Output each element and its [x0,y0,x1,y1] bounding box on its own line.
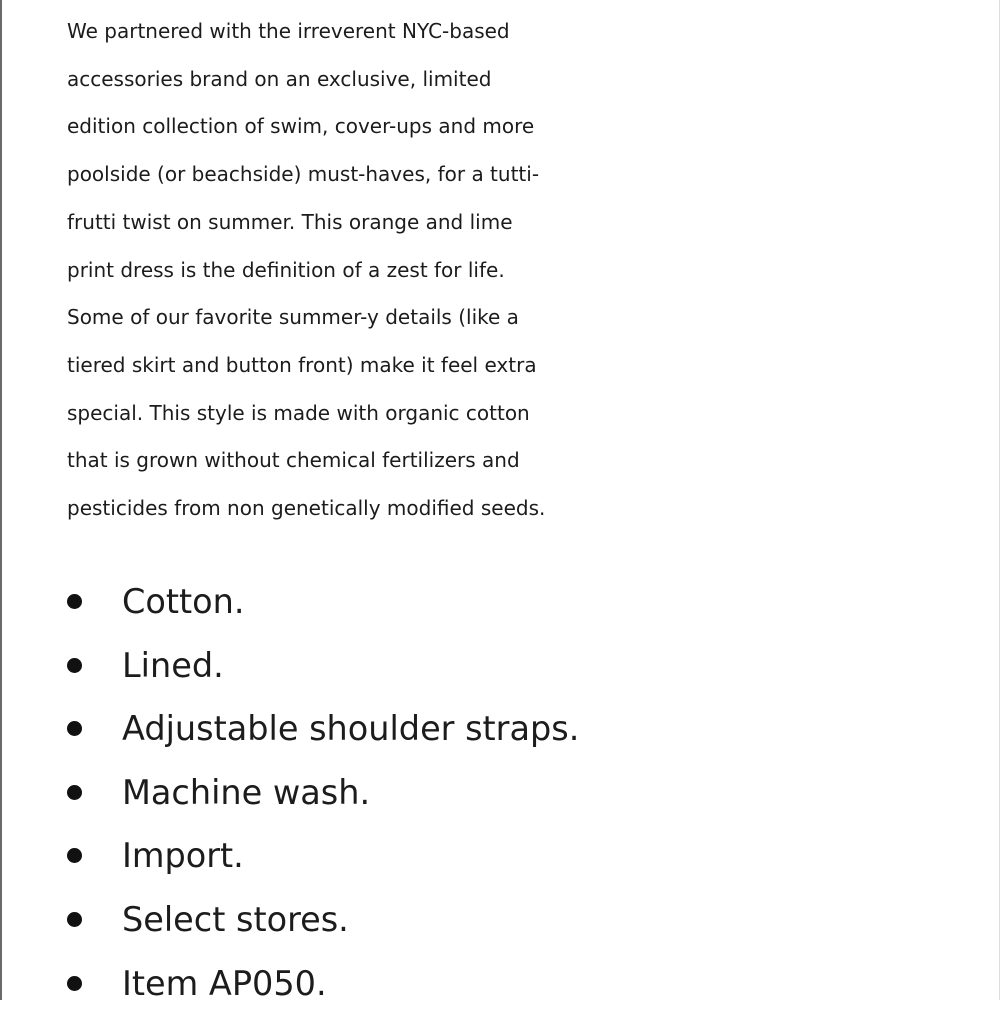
detail-text: Item AP050. [122,963,327,1003]
description-line: special. This style is made with organic cotton [67,400,530,425]
product-details-list [67,570,977,1015]
detail-text: Cotton. [122,582,245,621]
description-line: poolside (or beachside) must-haves, for a tutti- [67,162,540,187]
detail-text: Import. [122,836,244,876]
list-item [67,634,977,698]
description-line: We partnered with the irreverent NYC-based [67,19,510,43]
detail-text: Select stores. [122,899,349,939]
list-item [67,697,977,761]
detail-text: Adjustable shoulder straps. [122,709,580,749]
description-line: pesticides from non genetically modified seeds. [67,496,546,521]
bullet-icon [67,658,82,673]
description-line: tiered skirt and button front) make it feel extra [67,352,537,377]
list-item [67,570,977,634]
bullet-icon [67,785,82,800]
bullet-icon [67,912,82,927]
detail-text: Machine wash. [122,772,371,812]
list-item [67,952,977,1015]
description-line: print dress is the definition of a zest for life. [67,257,505,282]
list-item [67,824,977,888]
description-line: accessories brand on an exclusive, limited [67,66,492,91]
description-line: edition collection of swim, cover-ups and more [67,114,535,139]
list-item [67,761,977,825]
bullet-icon [67,721,82,736]
left-divider [0,0,2,1000]
detail-text: Lined. [122,645,224,685]
product-description [67,8,977,1003]
description-line: frutti twist on summer. This orange and lime [67,209,513,234]
bullet-icon [67,848,82,863]
description-line: Some of our favorite summer-y details (like a [67,305,519,330]
description-paragraph [67,8,977,533]
list-item [67,888,977,952]
bullet-icon [67,594,82,609]
description-line: that is grown without chemical fertilizers and [67,448,520,473]
bullet-icon [67,976,82,991]
